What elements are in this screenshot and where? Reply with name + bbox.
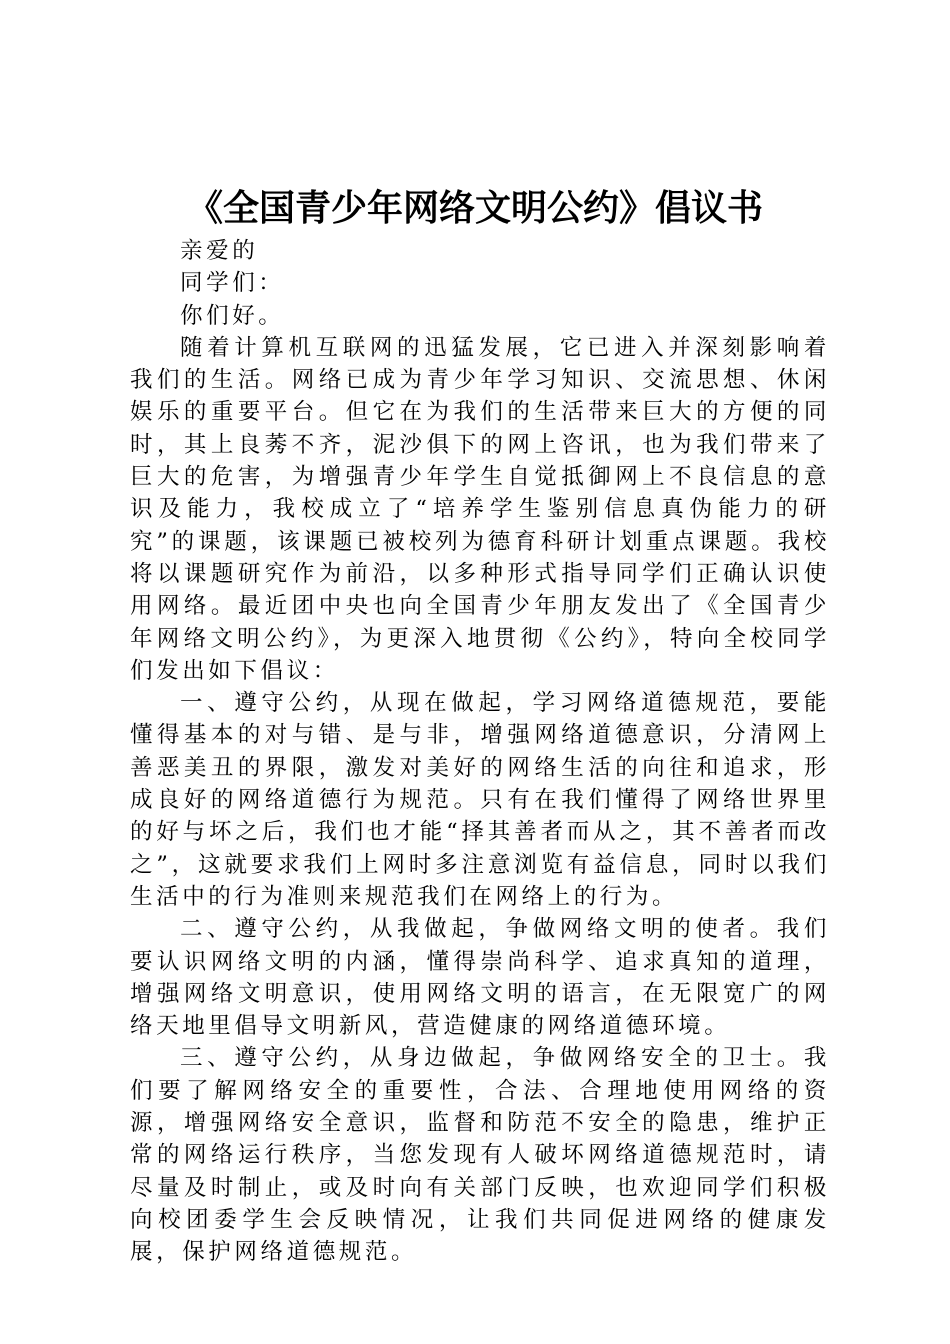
document-body (130, 235, 830, 1269)
greeting-line: 同学们： (180, 270, 285, 297)
greeting-line: 亲爱的 (180, 238, 259, 264)
document-title: 《全国青少年网络文明公约》倡议书 (186, 187, 763, 229)
body-paragraph: 随着计算机互联网的迅猛发展，它已进入并深刻影响着我们的生活。网络已成为青少年学习知识、交流思想、休闲娱乐的重要平台。但它在为我们的生活带来巨大的方便的同时，其上良莠不齐，泥沙俱下的网上咨讯，也为我们带来了巨大的危害，为增强青少年学生自觉抵御网上不良信息的意识及能力，我校成立了“培养学生鉴别信息真伪能力的研究”的课题，该课题已被校列为德育科研计划重点课题。我校将以课题研究作为前沿，以多种形式指导同学们正确认识使用网络。最近团中央也向全国青少年朋友发出了《全国青少年网络文明公约》，为更深入地贯彻《公约》，特向全校同学们发出如下倡议： (130, 334, 830, 684)
body-paragraph: 一、遵守公约，从现在做起，学习网络道德规范，要能懂得基本的对与错、是与非，增强网络道德意识，分清网上善恶美丑的界限，激发对美好的网络生活的向往和追求，形成良好的网络道德行为规范。只有在我们懂得了网络世界里的好与坏之后，我们也才能“择其善者而从之，其不善者而改之”，这就要求我们上网时多注意浏览有益信息，同时以我们生活中的行为准则来规范我们在网络上的行为。 (130, 690, 830, 910)
body-paragraph: 二、遵守公约，从我做起，争做网络文明的使者。我们要认识网络文明的内涵，懂得崇尚科学、追求真知的道理，增强网络文明意识，使用网络文明的语言，在无限宽广的网络天地里倡导文明新风，营造健康的网络道德环境。 (130, 916, 830, 1040)
greeting-line: 你们好。 (180, 302, 285, 329)
body-paragraph: 三、遵守公约，从身边做起，争做网络安全的卫士。我们要了解网络安全的重要性，合法、合理地使用网络的资源，增强网络安全意识，监督和防范不安全的隐患，维护正常的网络运行秩序，当您发现有人破坏网络道德规范时，请尽量及时制止，或及时向有关部门反映，也欢迎同学们积极向校团委学生会反映情况，让我们共同促进网络的健康发展，保护网络道德规范。 (130, 1045, 830, 1266)
